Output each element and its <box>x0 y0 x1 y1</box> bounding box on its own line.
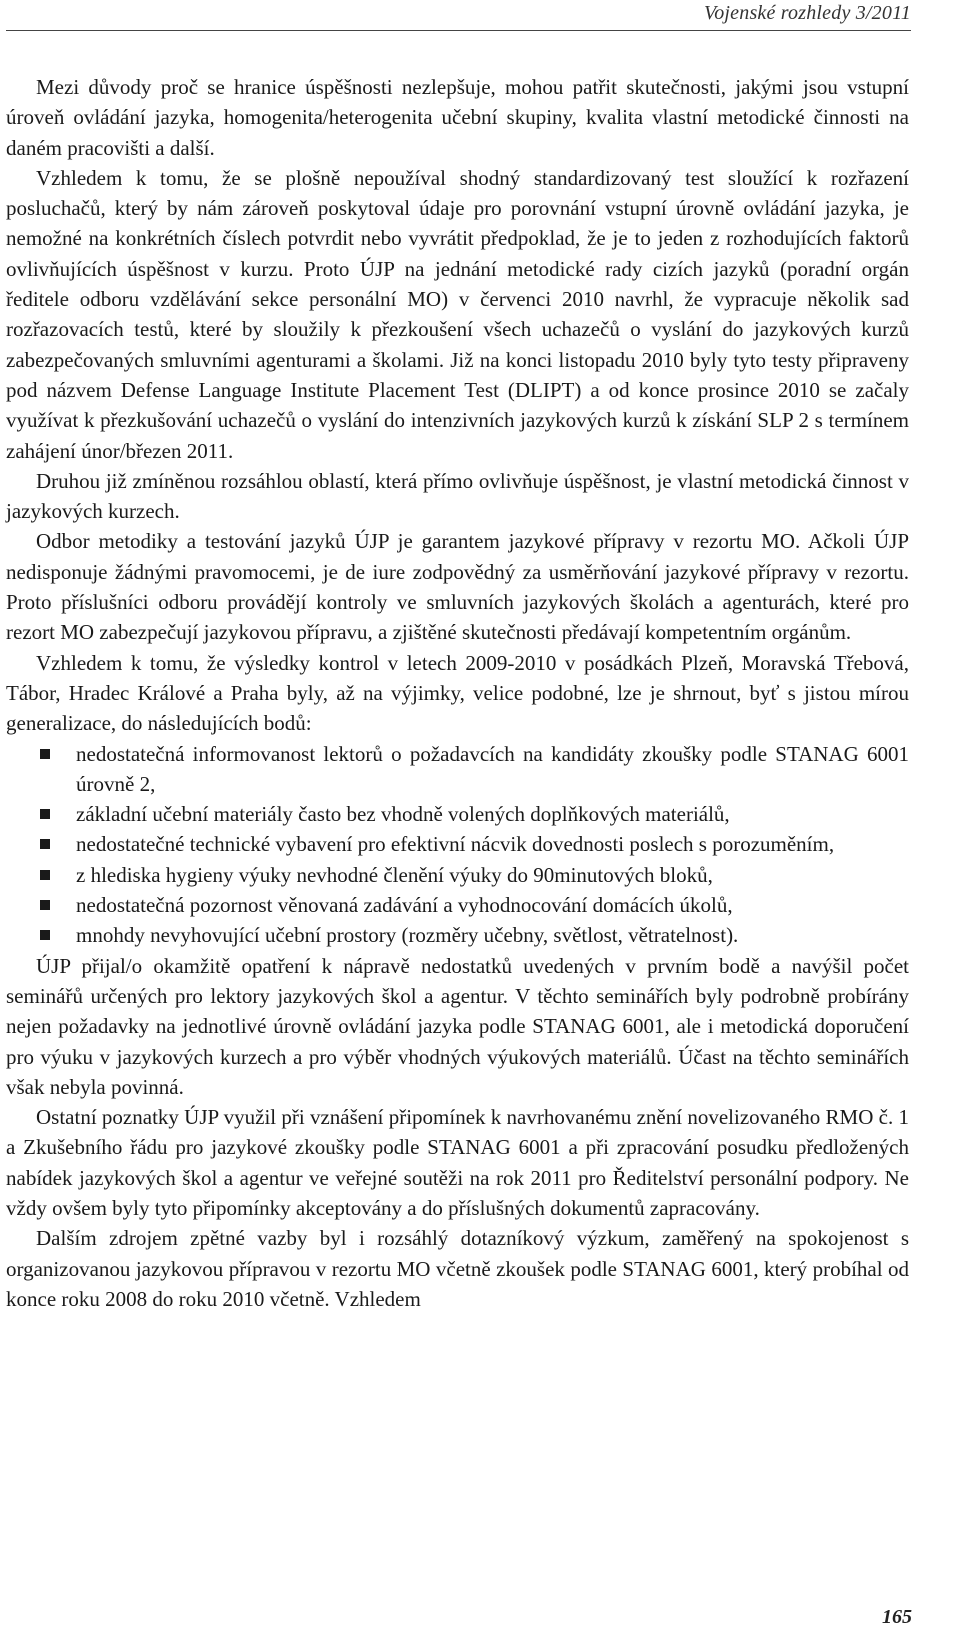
paragraph: Vzhledem k tomu, že výsledky kontrol v letech 2009-2010 v posádkách Plzeň, Moravská Třebová, Tábor, Hradec Králové a Praha byly, až na výjimky, velice podobné, lze je shrnout, byť s jistou mírou generalizace, do následujících bodů: <box>6 650 909 736</box>
list-item <box>6 860 909 890</box>
list-item <box>6 890 909 920</box>
journal-title: Vojenské rozhledy 3/2011 <box>704 2 911 24</box>
square-bullet-icon <box>40 900 50 910</box>
square-bullet-icon <box>40 749 50 759</box>
list-item-text: základní učební materiály často bez vhodně volených doplňkových materiálů, <box>76 802 730 827</box>
square-bullet-icon <box>40 839 50 849</box>
square-bullet-icon <box>40 870 50 880</box>
paragraph: Odbor metodiky a testování jazyků ÚJP je garantem jazykové přípravy v rezortu MO. Ačkoli ÚJP nedisponuje žádnými pravomocemi, je de iure zodpovědný za usměrňování jazykové přípravy v rezortu. Proto příslušníci odboru provádějí kontroly ve smluvních jazykových školách a agenturách, které pro rezort MO zabezpečují jazykovou přípravu, a zjištěné skutečnosti předávají kompetentním orgánům. <box>6 529 909 645</box>
square-bullet-icon <box>40 930 50 940</box>
paragraph: Mezi důvody proč se hranice úspěšnosti nezlepšuje, mohou patřit skutečnosti, jakými jsou vstupní úroveň ovládání jazyka, homogenita/heterogenita učební skupiny, kvalita vlastní metodické činnosti na daném pracovišti a další. <box>6 75 909 160</box>
list-item <box>6 920 909 950</box>
paragraph: ÚJP přijal/o okamžitě opatření k nápravě nedostatků uvedených v prvním bodě a navýšil počet seminářů určených pro lektory jazykových škol a agentur. V těchto seminářích byly podrobně probírány nejen požadavky na jednotlivé úrovně ovládání jazyka podle STANAG 6001, ale i metodická doporučení pro výuku v jazykových kurzech a pro výběr vhodných výukových materiálů. Účast na těchto seminářích však nebyla povinná. <box>6 953 909 1099</box>
page-number: 165 <box>882 1606 912 1628</box>
list-item <box>6 739 909 800</box>
paragraph: Vzhledem k tomu, že se plošně nepoužíval shodný standardizovaný test sloužící k rozřazení posluchačů, který by nám zároveň poskytoval údaje pro porovnání vstupní úrovně ovládání jazyka, je nemožné na konkrétních číslech potvrdit nebo vyvrátit předpoklad, že je to jeden z rozhodujících faktorů ovlivňujících úspěšnost v kurzu. Proto ÚJP na jednání metodické rady cizích jazyků (poradní orgán ředitele odboru vzdělávání sekce personální MO) v červenci 2010 navrhl, že vypracuje několik sad rozřazovacích testů, které by sloužily k přezkoušení všech uchazečů o vyslání do jazykových kurzů zabezpečovaných smluvními agenturami a školami. Již na konci listopadu 2010 byly tyto testy připraveny pod názvem Defense Language Institute Placement Test (DLIPT) a od konce prosince 2010 se začaly využívat k přezkušování uchazečů o vyslání do intenzivních jazykových kurzů k získání SLP 2 s termínem zahájení únor/březen 2011. <box>6 165 909 463</box>
list-item <box>6 799 909 829</box>
list-item-text: z hlediska hygieny výuky nevhodné členění výuky do 90minutových bloků, <box>76 862 713 887</box>
list-item <box>6 829 909 859</box>
running-header <box>6 0 911 31</box>
list-item-text: nedostatečné technické vybavení pro efektivní nácvik dovednosti poslech s porozuměním, <box>76 832 835 857</box>
list-item-text: nedostatečná informovanost lektorů o požadavcích na kandidáty zkoušky podle STANAG 6001 úrovně 2, <box>76 741 909 796</box>
paragraph: Dalším zdrojem zpětné vazby byl i rozsáhlý dotazníkový výzkum, zaměřený na spokojenost s organizovanou jazykovou přípravou v rezortu MO včetně zkoušek podle STANAG 6001, který probíhal od konce roku 2008 do roku 2010 včetně. Vzhledem <box>6 1226 909 1311</box>
list-item-text: nedostatečná pozornost věnovaná zadávání a vyhodnocování domácích úkolů, <box>76 893 733 918</box>
paragraph: Druhou již zmíněnou rozsáhlou oblastí, která přímo ovlivňuje úspěšnost, je vlastní metodická činnost v jazykových kurzech. <box>6 468 909 524</box>
square-bullet-icon <box>40 809 50 819</box>
list-item-text: mnohdy nevyhovující učební prostory (rozměry učebny, světlost, větratelnost). <box>76 923 739 948</box>
findings-list <box>6 739 909 951</box>
paragraph: Ostatní poznatky ÚJP využil při vznášení připomínek k navrhovanému znění novelizovaného RMO č. 1 a Zkušebního řádu pro jazykové zkoušky podle STANAG 6001 a při zpracování posudku předložených nabídek jazykových škol a agentur ve veřejné soutěži na rok 2011 pro Ředitelství personální podpory. Ne vždy ovšem byly tyto připomínky akceptovány a do příslušných dokumentů zapracovány. <box>6 1105 909 1220</box>
article-body <box>6 72 909 1314</box>
